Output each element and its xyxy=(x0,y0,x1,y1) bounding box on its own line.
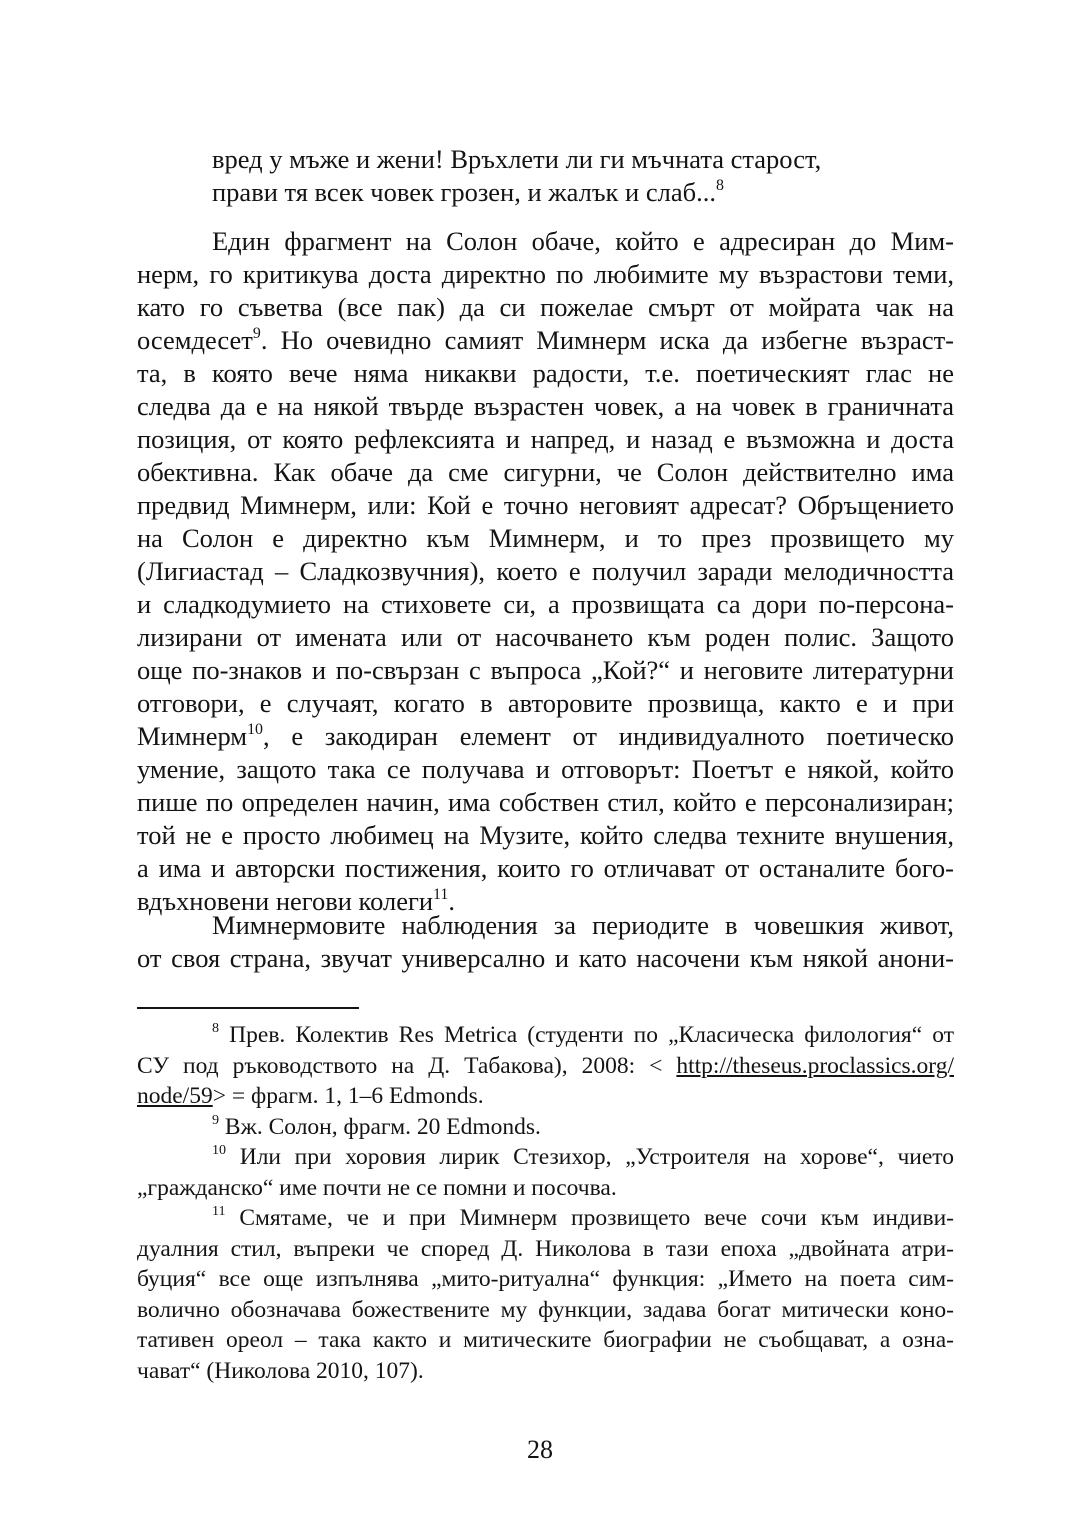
text-line: позиция, от която рефлексията и напред, и назад е възможна и доста xyxy=(137,424,954,454)
text-line: още по-знаков и по-свързан с въпроса „Кой?“ и неговите литературни xyxy=(137,655,954,685)
footnote-line: СУ под ръководството на Д. Табакова), 2008: < http://theseus.proclassics.org/ xyxy=(137,1052,954,1079)
verse-line: прави тя всек човек грозен, и жалък и слаб...$^8$ xyxy=(212,176,724,207)
text-line: умение, защото така се получава и отговорът: Поетът е някой, който xyxy=(137,754,954,784)
footnote-line: node/59> = фрагм. 1, 1–6 Edmonds. xyxy=(137,1083,484,1109)
footnote-9: $^9$ Вж. Солон, фрагм. 20 Edmonds. xyxy=(212,1111,541,1140)
footnote-line: дуалния стил, въпреки че според Д. Николова в тази епоха „двойната атри- xyxy=(137,1235,954,1262)
paragraph-1 xyxy=(137,225,954,918)
text-line: Мимнерм$^{10}$, е закодиран елемент от индивидуалното поетическо xyxy=(137,720,954,751)
text-line: вдъхновени негови колеги$^{11}$. xyxy=(137,885,455,916)
footnote-ref-8[interactable]: 8 xyxy=(715,176,724,194)
text-line: следва да е на някой твърде възрастен човек, а на човек в граничната xyxy=(137,391,954,421)
paragraph-2 xyxy=(137,909,954,975)
text-line: осемдесет$^9$. Но очевидно самият Мимнерм иска да избегне възраст- xyxy=(137,324,954,355)
text-line: лизирани от имената или от насочването към роден полис. Защото xyxy=(137,622,954,652)
verse-quote xyxy=(212,143,972,209)
footnote-8: $^8$ Прев. Колектив Res Metrica (студенти по „Класическа филология“ от xyxy=(212,1020,954,1048)
verse-line: вред у мъже и жени! Връхлети ли ги мъчната старост, xyxy=(212,144,822,174)
text-line: нерм, го критикува доста директно по любимите му възрастови теми, xyxy=(137,259,954,289)
page-number: 28 xyxy=(527,1435,553,1464)
text-line: а има и авторски постижения, които го отличават от останалите бого- xyxy=(137,853,954,883)
text-line: обективна. Как обаче да сме сигурни, че Солон действително има xyxy=(137,457,954,487)
footnote-separator xyxy=(137,1007,359,1009)
text-line: Мимнермовите наблюдения за периодите в човешкия живот, xyxy=(212,910,954,940)
footnote-line: „гражданско“ име почти не се помни и посочва. xyxy=(137,1174,617,1201)
footnote-line: тативен ореол – така както и митическите биографии не съобщават, а озна- xyxy=(137,1327,954,1353)
text-line: на Солон е директно към Мимнерм, и то през прозвището му xyxy=(137,523,954,553)
text-line: та, в която вече няма никакви радости, т.е. поетическият глас не xyxy=(137,358,954,388)
footnote-line: волично обозначава божествените му функции, задава богат митически коно- xyxy=(137,1296,954,1323)
footnote-ref-11[interactable]: 11 xyxy=(433,885,449,903)
source-link[interactable]: http://theseus.proclassics.org/ xyxy=(676,1052,954,1079)
text-line: Един фрагмент на Солон обаче, който е адресиран до Мим- xyxy=(212,226,954,256)
footnote-11: $^{11}$ Смятаме, че и при Мимнерм прозвището вече сочи към индиви- xyxy=(212,1203,954,1231)
footnote-line: буция“ все още изпълнява „мито-ритуална“ функция: „Името на поета сим- xyxy=(137,1266,954,1292)
text-line: той не е просто любимец на Музите, който следва техните внушения, xyxy=(137,820,954,850)
text-line: предвид Мимнерм, или: Кой е точно неговият адресат? Обръщението xyxy=(137,490,954,520)
footnote-ref-10[interactable]: 10 xyxy=(247,720,263,738)
footnote-10: $^{10}$ Или при хоровия лирик Стезихор, „Устроителя на хорове“, чието xyxy=(212,1142,954,1170)
footnote-line: чават“ (Николова 2010, 107). xyxy=(137,1357,424,1384)
text-line: отговори, е случаят, когато в авторовите прозвища, както е и при xyxy=(137,688,954,718)
text-line: (Лигиастад – Сладкозвучния), което е получил заради мелодичността xyxy=(137,556,954,586)
text-line: и сладкодумието на стиховете си, а прозвищата са дори по-персона- xyxy=(137,589,954,619)
source-link-continued[interactable]: node/59 xyxy=(137,1083,213,1109)
text-line: пише по определен начин, има собствен стил, който е персонализиран; xyxy=(137,787,954,817)
text-line: от своя страна, звучат универсално и като насочени към някой анони- xyxy=(137,943,954,973)
footnotes xyxy=(137,1020,954,1386)
footnote-ref-9[interactable]: 9 xyxy=(252,324,261,342)
text-line: като го съветва (все пак) да си пожелае смърт от мойрата чак на xyxy=(137,292,954,322)
